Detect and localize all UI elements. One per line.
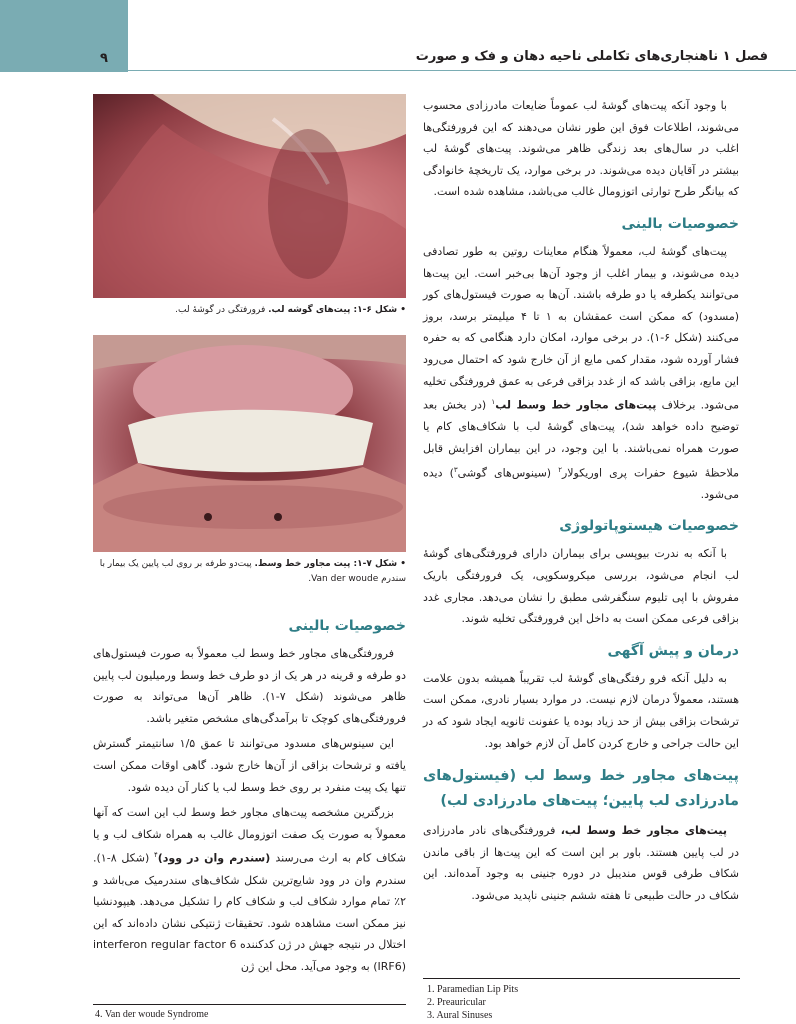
paramedian-term: پیت‌های مجاور خط وسط لب، <box>560 824 727 838</box>
clinical-heading-right: خصوصیات بالینی <box>621 215 739 232</box>
treatment-paragraph: به دلیل آنکه فرو رفتگی‌های گوشهٔ لب تقریباً همیشه بدون علامت هستند، معمولاً درمان لازم نیست. در موارد بسیار نادری، ممکن است ترشحات بزاقی بیش از حد زیاد بوده یا عفونت ثانویه ایجاد شود که در این حالت جراحی و خارج کردن کامل آن لازم خواهد بود. <box>423 671 739 750</box>
right-column <box>423 95 739 911</box>
left-paragraph-1: فرورفتگی‌های مجاور خط وسط لب معمولاً به صورت فیستول‌های دو طرفه و قرینه در هر یک از دو طرف خط وسط ورمیلیون لب پایین ظاهر می‌شوند (شکل ۷-۱). ظاهر آن‌ها می‌تواند به صورت فرورفتگی‌های کوچک تا برآمدگی‌های مشخص متغیر باشد. <box>93 647 406 725</box>
clinical-text-3: (سینوس‌های گوشی <box>457 466 559 480</box>
chapter-tab <box>0 0 128 72</box>
footnote-1: 1. Paramedian Lip Pits <box>427 984 519 995</box>
footnote-3: 3. Aural Sinuses <box>427 1010 493 1021</box>
header-divider <box>128 70 796 71</box>
footnote-divider-left <box>93 1004 406 1005</box>
clinical-term: پیت‌های مجاور خط وسط لب <box>495 398 657 412</box>
paramedian-text: فرورفتگی‌های نادر مادرزادی در لب پایین هستند. باور بر این است که این پیت‌ها از باقی ماندن شکاف طرفی قوس مندیبل در دوره جنینی به وجود آمده‌اند. این شکاف در حالت طبیعی تا هفته ششم جنینی ناپدید می‌شود. <box>423 824 739 902</box>
paramedian-paragraph <box>423 820 739 906</box>
footnote-2: 2. Preauricular <box>427 997 486 1008</box>
figure-6-text: فرورفتگی در گوشهٔ لب. <box>175 305 269 315</box>
intro-paragraph: با وجود آنکه پیت‌های گوشهٔ لب عموماً ضایعات مادرزادی محسوب می‌شوند، اطلاعات فوق این طور نشان می‌دهند که این فرورفتگی‌ها اغلب در سال‌های بعد زندگی ظاهر می‌شوند. پیت‌های گوشهٔ لب بیشتر در آقایان دیده می‌شوند. در برخی موارد، یک تاریخچهٔ خانوادگی که بیانگر طرح توارثی اتوزومال غالب می‌باشد، مشاهده شده است. <box>423 99 739 199</box>
clinical-text-4: ) دیده می‌شود. <box>423 466 739 501</box>
histo-heading: خصوصیات هیستوپاتولوژی <box>559 518 739 535</box>
footnotes-left <box>95 1008 208 1021</box>
figure-7-photo <box>93 335 406 552</box>
footnote-ref-1: ۱ <box>491 398 496 407</box>
clinical-text-1: پیت‌های گوشهٔ لب، معمولاً هنگام معاینات روتین به طور تصادفی دیده می‌شوند، و بیمار اغلب از وجود آن‌ها بی‌خبر است. این پیت‌ها می‌توانند یکطرفه یا دو طرفه باشند. آن‌ها به صورت فیستول‌های کور (مسدود) که ممکن است عمقشان به ۱ تا ۴ میلیمتر برسد، بروز می‌کنند (شکل ۶-۱). در برخی موارد، امکان دارد هنگامی که به حفره فشار آورده شود، مقدار کمی مایع از آن خارج شود که احتمال می‌رود این مایع، بزاقی باشد که از غدد بزاقی فرعی به عمق فرورفتگی تخلیه می‌شود. برخلاف <box>423 244 740 412</box>
footnote-ref-3: ۳ <box>453 465 458 474</box>
left-p3-rest: (شکل ۸-۱). سندرم وان در وود شایع‌ترین شکل شکاف‌های سندرمیک می‌باشد و ۲٪ تمام موارد شکاف لب و شکاف کام را تشکیل می‌دهد. هیپودنشیا نیز ممکن است مشاهده شود. تحقیقات ژنتیکی نشان داده‌اند که این اختلال در نتیجه جهش در ژن کدکننده interferon regular factor 6 (IRF6) به وجود می‌آید. محل این ژن <box>93 852 406 973</box>
paramedian-heading: پیت‌های مجاور خط وسط لب (فیستول‌های مادرزادی لب پایین؛ پیت‌های مادرزادی لب) <box>423 768 739 810</box>
footnotes-right <box>427 983 518 1022</box>
left-paragraph-2: این سینوس‌های مسدود می‌توانند تا عمق ۱/۵ سانتیمتر گسترش یافته و ترشحات بزاقی از آن‌ها خارج شود. گاهی اوقات ممکن است تنها یک پیت منفرد بر روی خط وسط لب یا کنار آن دیده شود. <box>93 737 406 794</box>
left-p3-start: بزرگترین مشخصه پیت‌های مجاور خط وسط لب این است که آنها معمولاً به صورت یک صفت اتوزومال غالب به همراه شکاف لب و یا شکاف کام به ارث می‌رسند <box>93 806 406 865</box>
figure-6-label: • شکل ۶-۱: پیت‌های گوشه لب. <box>268 305 406 315</box>
footnote-divider-right <box>423 978 740 979</box>
clinical-heading-left: خصوصیات بالینی <box>288 618 406 634</box>
clinical-text-2: (در بخش بعد توضیح داده خواهد شد)، پیت‌های گوشهٔ لب با شکاف‌های کام یا صورت همراه نمی‌باشند. با این وجود، در این بیماران افزایش قابل ملاحظهٔ شیوع حفرات پری اوریکولار <box>423 398 739 480</box>
footnote-4: 4. Van der woude Syndrome <box>95 1009 209 1020</box>
page-number: ۹ <box>100 51 108 66</box>
figure-7-label: • شکل ۷-۱: پیت مجاور خط وسط. <box>254 559 406 569</box>
footnote-ref-2: ۲ <box>558 465 562 474</box>
histo-paragraph: با آنکه به ندرت بیوپسی برای بیماران دارای فرورفتگی‌های گوشهٔ لب انجام می‌شود، بررسی میکروسکوپی، یک فرورفتگی باریک مفروش با اپی تلیوم سنگفرشی مطبق را نشان می‌دهد. مجاری غدد بزاقی فرعی ممکن است به داخل این فرورفتگی تخلیه شوند. <box>423 547 739 626</box>
left-column <box>93 605 406 982</box>
figure-6-caption <box>93 303 406 318</box>
clinical-paragraph <box>423 241 739 505</box>
treatment-heading: درمان و پیش آگهی <box>607 642 739 659</box>
figure-7-text: پیت‌دو طرفه بر روی لب پایین یک بیمار با سندرم Van der woude. <box>99 559 406 584</box>
left-paragraph-3 <box>93 802 406 977</box>
figure-6-photo <box>93 94 406 298</box>
figure-7-caption <box>93 557 406 587</box>
running-header: فصل ۱ ناهنجاری‌های تکاملی ناحیه دهان و فک و صورت <box>415 49 768 64</box>
syndrome-term: (سندرم وان در وود) <box>157 852 276 865</box>
footnote-ref-4: ۴ <box>153 851 158 860</box>
